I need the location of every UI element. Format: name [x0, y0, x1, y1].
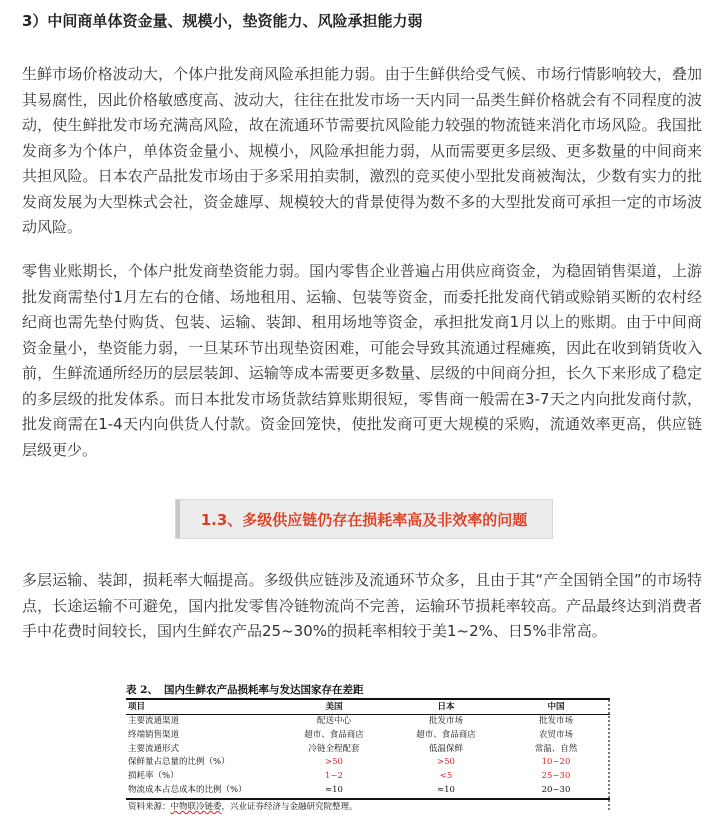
col-header-item: 项目: [128, 702, 146, 712]
cell-us: 超市、食品商店: [304, 729, 364, 740]
table-row: [126, 743, 610, 757]
cell-us: 配送中心: [316, 716, 351, 726]
table-title: [126, 682, 610, 698]
cell-cn: 10~20: [541, 757, 571, 768]
paragraph-payment-terms: 零售业账期长，个体户批发商垫资能力弱。国内零售企业普遍占用供应商资金，为稳固销售渠道，上游批发商需垫付1月左右的仓储、场地租用、运输、包装等资金，而委托批发商代销或赊销买断的农村经纪商也需先垫付购货、包装、运输、装卸、租用场地等资金，承担批发商1月以上的账期。由于中间商资金量小，垫资能力弱，一旦某环节出现垫资困难，可能会导致其流通过程瘫痪，因此在收到销货收入前，生鲜流通所经历的层层装卸、运输等成本需要更多数量、层级的中间商分担，长久下来形成了稳定的多层级的批发体系。而日本批发市场货款结算账期很短，零售商一般需在3-7天之内向批发商付款，批发商需在1-4天内向供货人付款。资金回笼快，使批发商可更大规模的采购，流通效率更高，供应链层级更少。: [22, 262, 702, 459]
cell-jp: >50: [437, 757, 455, 768]
row-label: 主要流通形式: [128, 743, 180, 754]
cell-jp: <5: [439, 771, 453, 782]
table-number: 表 2、: [126, 684, 158, 696]
cell-jp: 低温保鲜: [428, 743, 463, 754]
section-title: 3）中间商单体资金量、规模小，垫资能力、风险承担能力弱: [22, 12, 423, 30]
table-row: [126, 756, 610, 770]
cell-cn: 25~30: [541, 771, 571, 782]
table-source: [126, 800, 610, 814]
source-rest: ，兴业证券经济与金融研究院整理。: [221, 801, 358, 812]
cell-jp: 批发市场: [428, 716, 463, 726]
cell-jp: ≈10: [437, 784, 455, 795]
row-label: 终端销售渠道: [128, 729, 180, 740]
row-label: 物流成本占总成本的比例（%）: [128, 784, 247, 795]
col-header-jp: 日本: [437, 702, 455, 712]
cell-cn: 常温、自然: [534, 743, 578, 754]
cell-cn: 20~30: [541, 784, 571, 795]
row-label: 保鲜量占总量的比例（%）: [128, 757, 230, 768]
paragraph-price-risk: 生鲜市场价格波动大，个体户批发商风险承担能力弱。由于生鲜供给受气候、市场行情影响较大，叠加其易腐性，因此价格敏感度高、波动大，往往在批发市场一天内同一品类生鲜价格就会有不同程度的波动，使生鲜批发市场充满高风险，故在流通环节需要抗风险能力较强的物流链来消化市场风险。我国批发商多为个体户，单体资金量小、规模小，风险承担能力弱，从而需要更多层级、更多数量的中间商来共担风险。日本农产品批发市场由于多采用拍卖制，激烈的竞买使小型批发商被淘汰，少数有实力的批发商发展为大型株式会社，资金雄厚、规模较大的背景使得为数不多的大型批发商可承担一定的市场波动风险。: [22, 65, 702, 236]
highlight-heading-bg: [175, 499, 553, 539]
cell-cn: 批发市场: [538, 716, 573, 726]
paragraph-loss-rate: 多层运输、装卸，损耗率大幅提高。多级供应链涉及流通环节众多，且由于其“产全国销全国”的市场特点，长途运输不可避免，国内批发零售冷链物流尚不完善，运输环节损耗率较高。产品最终达到消费者手中花费时间较长，国内生鲜农产品25~30%的损耗率相较于美1~2%、日5%非常高。: [22, 571, 702, 640]
table-row: [126, 715, 610, 729]
cell-us: 冷链全程配套: [308, 743, 360, 754]
cell-cn: 农贸市场: [538, 729, 573, 740]
table-header-row: [126, 700, 610, 714]
cell-us: >50: [325, 757, 343, 768]
table-side-marker: [608, 700, 612, 810]
cell-us: ≈10: [325, 784, 343, 795]
loss-rate-table: [126, 682, 610, 825]
row-label: 主要流通渠道: [128, 716, 180, 726]
row-label: 损耗率（%）: [128, 771, 179, 782]
cell-jp: 超市、食品商店: [416, 729, 476, 740]
table-title-text: 国内生鲜农产品损耗率与发达国家存在差距: [163, 684, 364, 696]
source-prefix: 资料来源：: [128, 801, 171, 812]
col-header-cn: 中国: [547, 702, 565, 712]
highlight-heading-box: [175, 499, 553, 539]
table-row: [126, 729, 610, 743]
table-row: [126, 784, 610, 798]
highlight-heading: 1.3、多级供应链仍存在损耗率高及非效率的问题: [200, 510, 528, 529]
cell-us: 1~2: [325, 771, 343, 782]
table-row: [126, 770, 610, 784]
col-header-us: 美国: [325, 702, 343, 712]
source-org: 中物联冷链委: [170, 801, 222, 812]
